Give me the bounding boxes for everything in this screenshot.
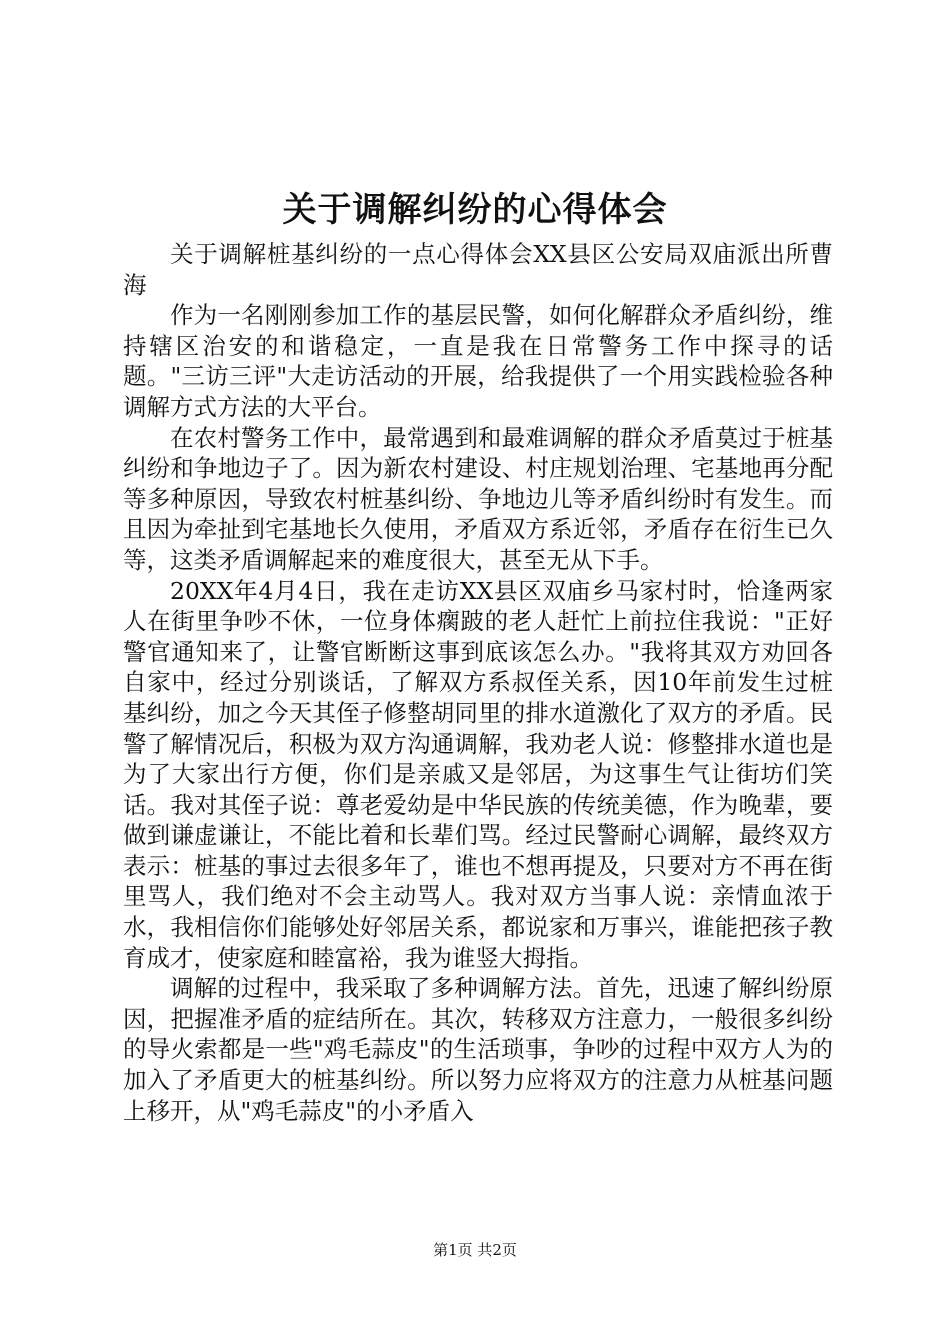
paragraph: 作为一名刚刚参加工作的基层民警，如何化解群众矛盾纠纷，维持辖区治安的和谐稳定，一直是我在日常警务工作中探寻的话题。"三访三评"大走访活动的开展，给我提供了一个用实践检验各种调解方式方法的大平台。 (123, 301, 833, 421)
page-footer: 第1页 共2页 (433, 1241, 517, 1259)
paragraph: 20XX年4月4日，我在走访XX县区双庙乡马家村时，恰逢两家人在街里争吵不休，一位身体瘸跛的老人赶忙上前拉住我说："正好警官通知来了，让警官断断这事到底该怎么办。"我将其双方劝回各自家中，经过分别谈话，了解双方系叔侄关系，因10年前发生过桩基纠纷，加之今天其侄子修整胡同里的排水道激化了双方的矛盾。民警了解情况后，积极为双方沟通调解，我劝老人说：修整排水道也是为了大家出行方便，你们是亲戚又是邻居，为这事生气让街坊们笑话。我对其侄子说：尊老爱幼是中华民族的传统美德，作为晚辈，要做到谦虚谦让，不能比着和长辈们骂。经过民警耐心调解，最终双方表示：桩基的事过去很多年了，谁也不想再提及，只要对方不再在街里骂人，我们绝对不会主动骂人。我对双方当事人说：亲情血浓于水，我相信你们能够处好邻居关系，都说家和万事兴，谁能把孩子教育成才，使家庭和睦富裕，我为谁竖大拇指。 (123, 576, 833, 972)
document-body (123, 239, 833, 1126)
document-title: 关于调解纠纷的心得体会 (282, 190, 668, 230)
paragraph: 调解的过程中，我采取了多种调解方法。首先，迅速了解纠纷原因，把握准矛盾的症结所在。其次，转移双方注意力，一般很多纠纷的导火索都是一些"鸡毛蒜皮"的生活琐事，争吵的过程中双方人为的加入了矛盾更大的桩基纠纷。所以努力应将双方的注意力从桩基问题上移开，从"鸡毛蒜皮"的小矛盾入 (123, 974, 833, 1125)
paragraph: 关于调解桩基纠纷的一点心得体会XX县区公安局双庙派出所曹海 (123, 240, 833, 299)
paragraph: 在农村警务工作中，最常遇到和最难调解的群众矛盾莫过于桩基纠纷和争地边子了。因为新农村建设、村庄规划治理、宅基地再分配等多种原因，导致农村桩基纠纷、争地边儿等矛盾纠纷时有发生。而且因为牵扯到宅基地长久使用，矛盾双方系近邻，矛盾存在衍生已久等，这类矛盾调解起来的难度很大，甚至无从下手。 (123, 423, 833, 574)
